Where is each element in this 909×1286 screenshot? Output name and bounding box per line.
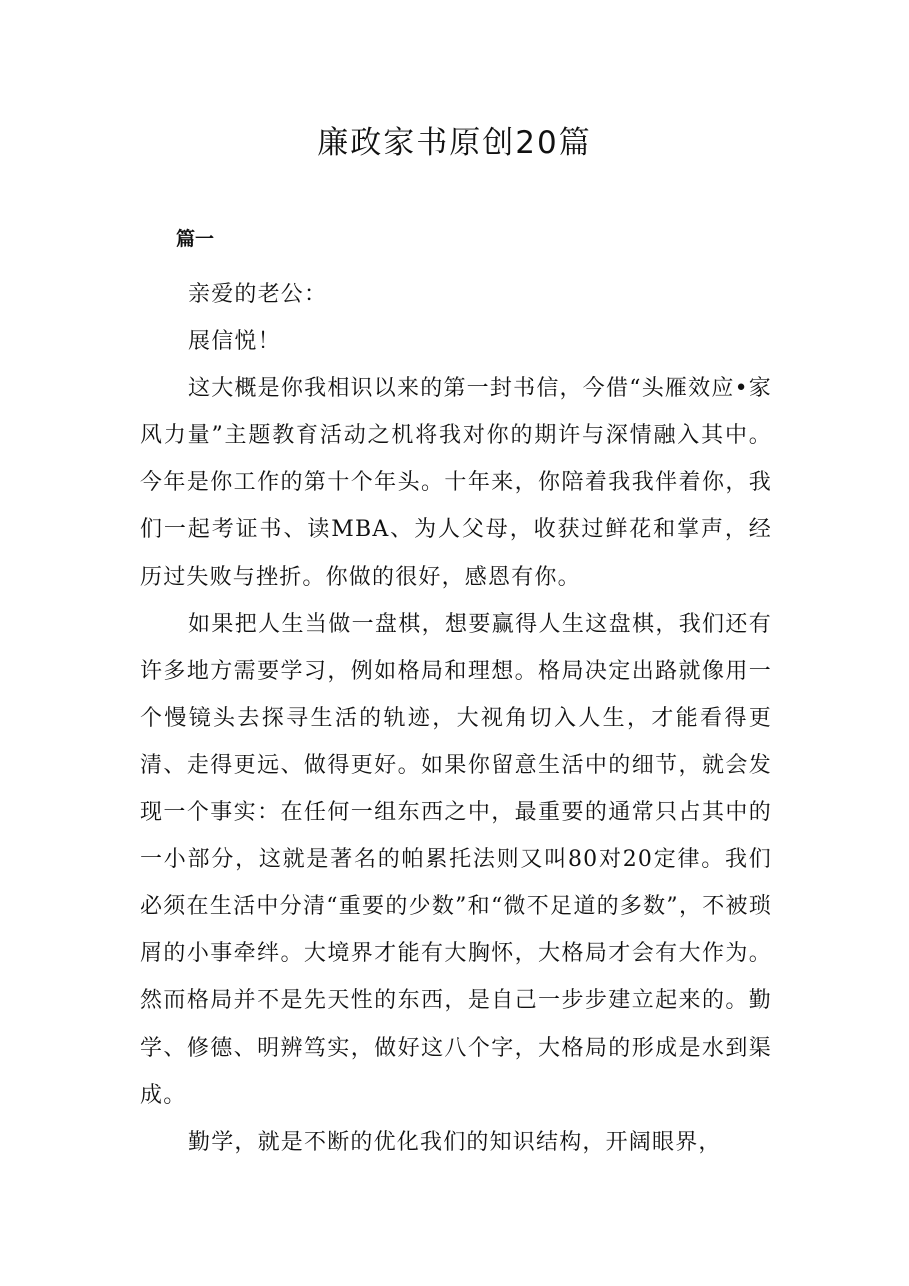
section-heading: 篇一 xyxy=(176,228,215,250)
greeting: 展信悦！ xyxy=(188,329,281,355)
body-paragraph: 如果把人生当做一盘棋，想要赢得人生这盘棋，我们还有许多地方需要学习，例如格局和理想。格局决定出路就像用一个慢镜头去探寻生活的轨迹，大视角切入人生，才能看得更清、走得更远、做得更好。如果你留意生活中的细节，就会发现一个事实：在任何一组东西之中，最重要的通常只占其中的一小部分，这就是著名的帕累托法则又叫80对20定律。我们必须在生活中分清“重要的少数”和“微不足道的多数”，不被琐屑的小事牵绊。大境界才能有大胸怀，大格局才会有大作为。然而格局并不是先天性的东西，是自己一步步建立起来的。勤学、修德、明辨笃实，做好这八个字，大格局的形成是水到渠成。 xyxy=(140,611,772,1108)
body-paragraph: 勤学，就是不断的优化我们的知识结构，开阔眼界， xyxy=(188,1129,722,1155)
salutation: 亲爱的老公： xyxy=(188,282,328,307)
letter-body xyxy=(140,271,772,1166)
document-title: 廉政家书原创20篇 xyxy=(317,125,592,161)
body-paragraph: 这大概是你我相识以来的第一封书信，今借“头雁效应•家风力量”主题教育活动之机将我对你的期许与深情融入其中。今年是你工作的第十个年头。十年来，你陪着我我伴着你，我们一起考证书、读MBA、为人父母，收获过鲜花和掌声，经历过失败与挫折。你做的很好，感恩有你。 xyxy=(140,376,772,590)
